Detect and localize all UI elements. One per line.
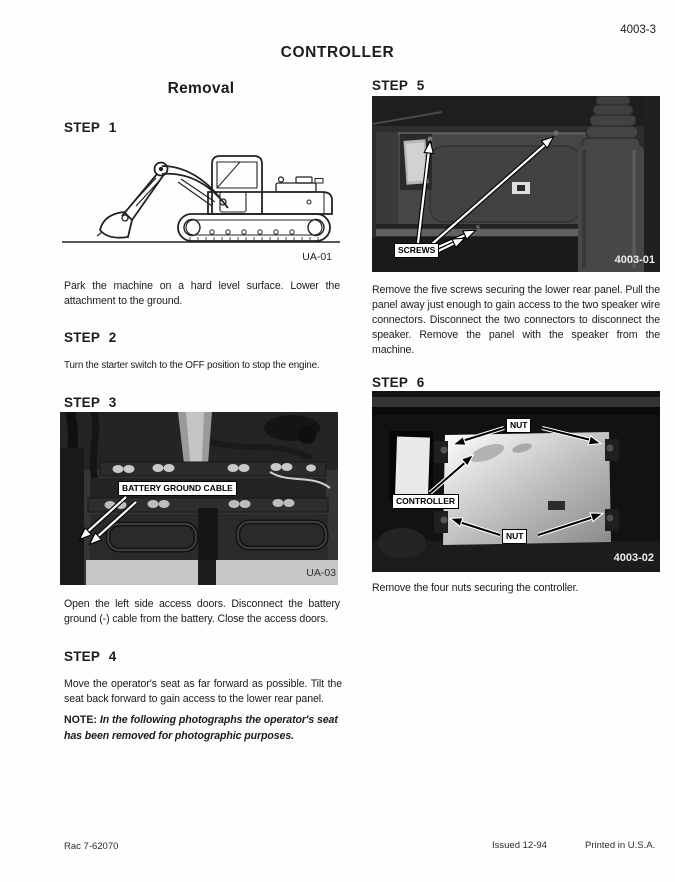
- controller-photo: [372, 391, 660, 572]
- step-2-heading: STEP 2: [64, 330, 117, 345]
- controller-label: CONTROLLER: [392, 494, 459, 509]
- nut-label-bottom: NUT: [502, 529, 527, 544]
- footer-issued-date: Issued 12-94: [492, 840, 547, 851]
- step-5-body: Remove the five screws securing the lower rear panel. Pull the panel away just enough to gain access to the two speaker wire connectors. Disconnect the two connectors to disconnect the speaker. Remove the panel with the speaker from the machine.: [372, 284, 660, 356]
- screws-label: SCREWS: [394, 243, 439, 258]
- photo-caption-4003-01: 4003-01: [614, 254, 655, 266]
- step-6-heading: STEP 6: [372, 375, 425, 390]
- step-3-heading: STEP 3: [64, 395, 117, 410]
- step-4-heading: STEP 4: [64, 649, 117, 664]
- step-1-body: Park the machine on a hard level surface. Lower the attachment to the ground.: [64, 280, 340, 307]
- photo-caption-ua03: UA-03: [306, 567, 336, 579]
- step-6-body: Remove the four nuts securing the controller.: [372, 582, 579, 594]
- battery-photo: [60, 412, 338, 585]
- excavator-line-drawing: [62, 136, 340, 250]
- page-number: 4003-3: [620, 24, 656, 36]
- excavator-figure: [62, 136, 340, 250]
- step-4-body: Move the operator's seat as far forward as possible. Tilt the seat back forward to gain access to the lower rear panel.: [64, 678, 342, 705]
- footer-doc-number: Rac 7-62070: [64, 841, 119, 852]
- rear-panel-photo: [372, 96, 660, 272]
- step-1-heading: STEP 1: [64, 120, 117, 135]
- nut-label-top: NUT: [506, 418, 531, 433]
- step-3-body: Open the left side access doors. Disconnect the battery ground (-) cable from the battery. Close the access doors.: [64, 598, 340, 625]
- step-2-body: Turn the starter switch to the OFF position to stop the engine.: [64, 360, 320, 371]
- step-5-heading: STEP 5: [372, 78, 425, 93]
- figure-caption: UA-01: [302, 251, 332, 263]
- photo-caption-4003-02: 4003-02: [613, 552, 654, 564]
- battery-photo-art: [60, 412, 338, 585]
- note-label: NOTE:: [64, 714, 97, 726]
- section-heading-removal: Removal: [167, 80, 235, 97]
- page-title: CONTROLLER: [280, 44, 395, 61]
- footer-printed-in: Printed in U.S.A.: [585, 840, 656, 851]
- note-body: In the following photographs the operator's seat has been removed for photographic purposes.: [64, 714, 338, 742]
- step-4-note: [64, 713, 342, 744]
- battery-ground-cable-label: BATTERY GROUND CABLE: [118, 481, 237, 496]
